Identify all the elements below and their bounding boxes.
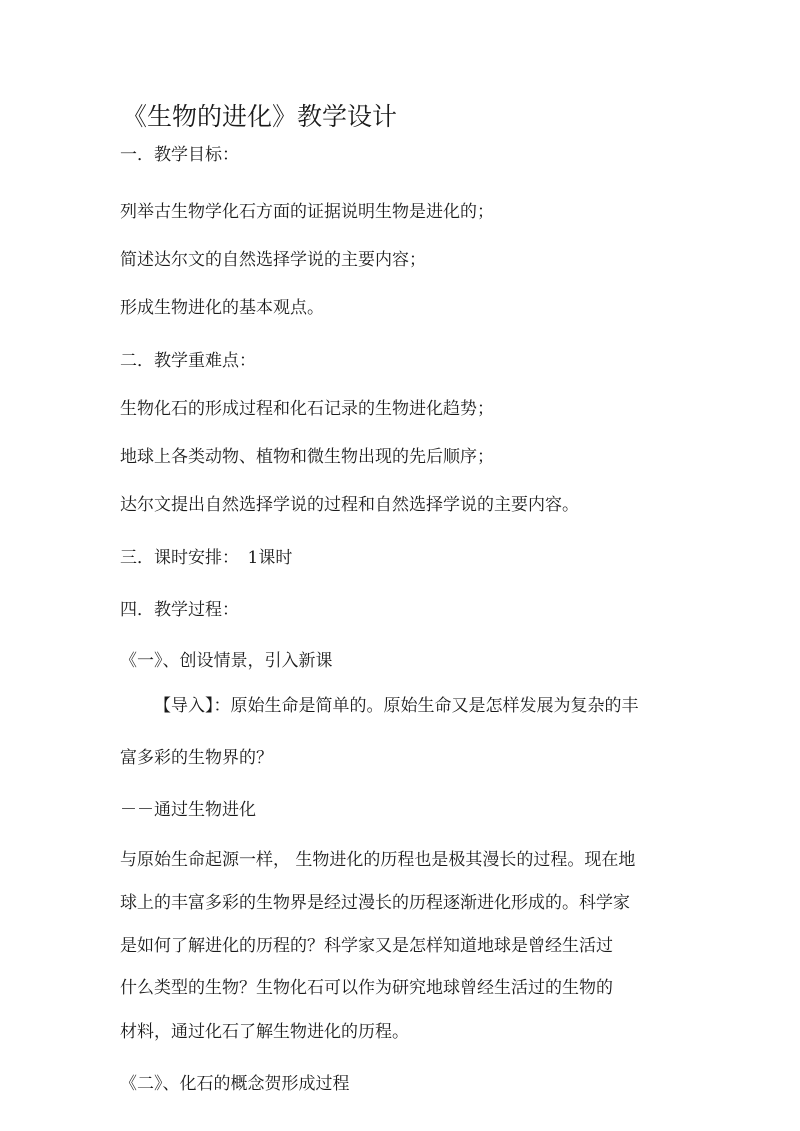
paragraph-line: 球上的丰富多彩的生物界是经过漫长的历程逐渐进化形成的。科学家	[120, 893, 630, 913]
intro-line: 富多彩的生物界的？	[120, 748, 273, 768]
document-title: 《生物的进化》教学设计	[122, 102, 398, 131]
objectives-heading: 一．教学目标：	[120, 145, 239, 165]
paragraph-line: 是如何了解进化的历程的？科学家又是怎样知道地球是曾经生活过	[120, 936, 613, 956]
schedule-line: 三．课时安排： 1课时	[120, 548, 293, 568]
intro-line: 【导入】：原始生命是简单的。原始生命又是怎样发展为复杂的丰	[154, 696, 639, 716]
paragraph-line: 什么类型的生物？生物化石可以作为研究地球曾经生活过的生物的	[120, 978, 613, 998]
key-point-item: 地球上各类动物、植物和微生物出现的先后顺序；	[120, 447, 494, 467]
objective-item: 形成生物进化的基本观点。	[120, 298, 324, 318]
process-heading: 四．教学过程：	[120, 600, 239, 620]
paragraph-line: 材料，通过化石了解生物进化的历程。	[120, 1022, 409, 1042]
paragraph-line: 与原始生命起源一样， 生物进化的历程也是极其漫长的过程。现在地	[120, 850, 636, 870]
key-point-item: 生物化石的形成过程和化石记录的生物进化趋势；	[120, 399, 494, 419]
key-points-heading: 二．教学重难点：	[120, 351, 256, 371]
key-point-item: 达尔文提出自然选择学说的过程和自然选择学说的主要内容。	[120, 495, 579, 515]
objective-item: 列举古生物学化石方面的证据说明生物是进化的；	[120, 202, 494, 222]
part2-heading: 《二》、化石的概念贺形成过程	[120, 1074, 350, 1094]
part1-heading: 《一》、创设情景，引入新课	[120, 651, 333, 671]
objective-item: 简述达尔文的自然选择学说的主要内容；	[120, 250, 426, 270]
answer-line: －－通过生物进化	[120, 800, 256, 820]
